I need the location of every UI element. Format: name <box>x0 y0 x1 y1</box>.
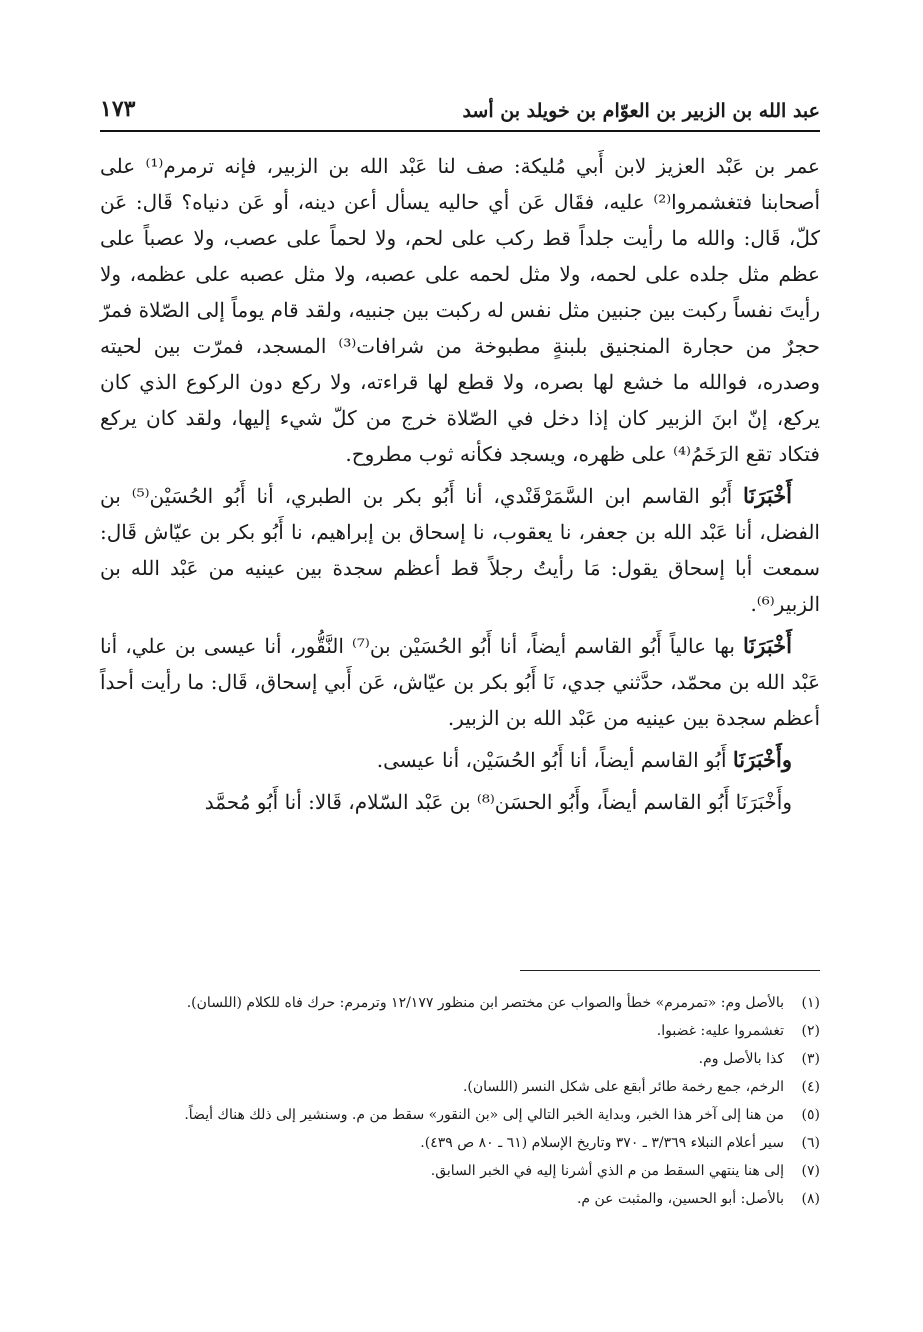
footnote: (١) بالأصل وم: «تمرمرم» خطأ والصواب عن مختصر ابن منظور ١٢/١٧٧ وترمرم: حرك فاه للكلام (اللسان). <box>186 995 820 1011</box>
paragraph-4 <box>100 742 820 778</box>
paragraph-2 <box>100 478 820 622</box>
footnote: (٢) تغشمروا عليه: غضبوا. <box>656 1023 820 1039</box>
paragraph-1: عمر بن عَبْد العزيز لابن أَبي مُليكة: صف لنا عَبْد الله بن الزبير، فإنه ترمرم⁽¹⁾ على أصحابنا فتغشمروا⁽²⁾ عليه، فقَال عَن أي حاليه يسأل أعن دينه، أو عَن دنياه؟ قَال: عَن كلّ، قَال: والله ما رأيت جلداً قط ركب على لحم، ولا لحماً على عصب، ولا عصباً على عظم مثل جلده على لحمه، ولا مثل لحمه على عصبه، ولا مثل عصبه على عظمه، ولا رأيتَ نفساً ركبت بين جنبين مثل نفس له ركبت بين جنبيه، ولقد قام يوماً إلى الصّلاة فمرّ حجرٌ من حجارة المنجنيق بلبنةٍ مطبوخة من شرافات⁽³⁾ المسجد، فمرّت بين لحيته وصدره، فوالله ما خشع لها بصره، ولا قطع لها قراءته، ولا ركع دون الركوع الذي كان يركع، إنّ ابنَ الزبير كان إذا دخل في الصّلاة خرج من كلّ شيء إليها، ولقد كان يركع فتكاد تقع الرَخَمُ⁽⁴⁾ على ظهره، ويسجد فكأنه ثوب مطروح. <box>100 154 821 466</box>
paragraph-3 <box>100 628 820 736</box>
footnote: (٦) سير أعلام النبلاء ٣/٣٦٩ ـ ٣٧٠ وتاريخ الإسلام (٦١ ـ ٨٠ ص ٤٣٩). <box>420 1135 820 1151</box>
footnote: (٣) كذا بالأصل وم. <box>698 1051 820 1067</box>
footnotes <box>100 990 820 1214</box>
main-text <box>100 148 820 826</box>
footnote: (٧) إلى هنا ينتهي السقط من م الذي أشرنا إليه في الخبر السابق. <box>430 1163 820 1179</box>
isnad-keyword: أَخْبَرَنَا <box>743 483 793 508</box>
header-title: عبد الله بن الزبير بن العوّام بن خويلد بن أسد <box>462 100 820 122</box>
footnote: (٨) بالأصل: أبو الحسين، والمثبت عن م. <box>576 1191 820 1207</box>
footnote: (٤) الرخم، جمع رخمة طائر أبقع على شكل النسر (اللسان). <box>462 1079 820 1095</box>
isnad-keyword: وأَخْبَرَنَا <box>732 747 792 772</box>
page-number: ١٧٣ <box>100 96 136 122</box>
isnad-keyword: أَخْبَرَنَا <box>743 633 792 658</box>
footnote-rule <box>520 970 820 971</box>
paragraph-2-text: أَبُو القاسم ابن السَّمَرْقَنْدي، أنا أَبُو بكر بن الطبري، أنا أَبُو الحُسَيْن⁽⁵⁾ بن الفضل، أنا عَبْد الله بن جعفر، نا يعقوب، نا إسحاق بن إبراهيم، نا أَبُو بكر بن عيّاش قَال: سمعت أبا إسحاق يقول: مَا رأيتُ رجلاً قط أعظم سجدة بين عينيه من عَبْد الله بن الزبير⁽⁶⁾. <box>100 484 820 616</box>
footnote: (٥) من هنا إلى آخر هذا الخبر، وبداية الخبر التالي إلى «بن النقور» سقط من م. وسنشير إلى ذلك هناك أيضاً. <box>184 1107 820 1123</box>
paragraph-3-text: بها عالياً أَبُو القاسم أيضاً، أنا أَبُو الحُسَيْن بن⁽⁷⁾ النَّقُّور، أنا عيسى بن علي، أنا عَبْد الله بن محمّد، حدَّثني جدي، نَا أَبُو بكر بن عيّاش، عَن أَبي إسحاق، قَال: ما رأيت أحداً أعظم سجدة بين عينيه من عَبْد الله بن الزبير. <box>100 634 820 730</box>
paragraph-4-text: أَبُو القاسم أيضاً، أنا أَبُو الحُسَيْن، أنا عيسى. <box>376 748 733 772</box>
running-header <box>100 92 820 122</box>
header-rule <box>100 130 820 132</box>
paragraph-5: وأَخْبَرَنَا أَبُو القاسم أيضاً، وأَبُو الحسَن⁽⁸⁾ بن عَبْد السّلام، قَالا: أنا أَبُو مُحمَّد <box>204 790 792 814</box>
